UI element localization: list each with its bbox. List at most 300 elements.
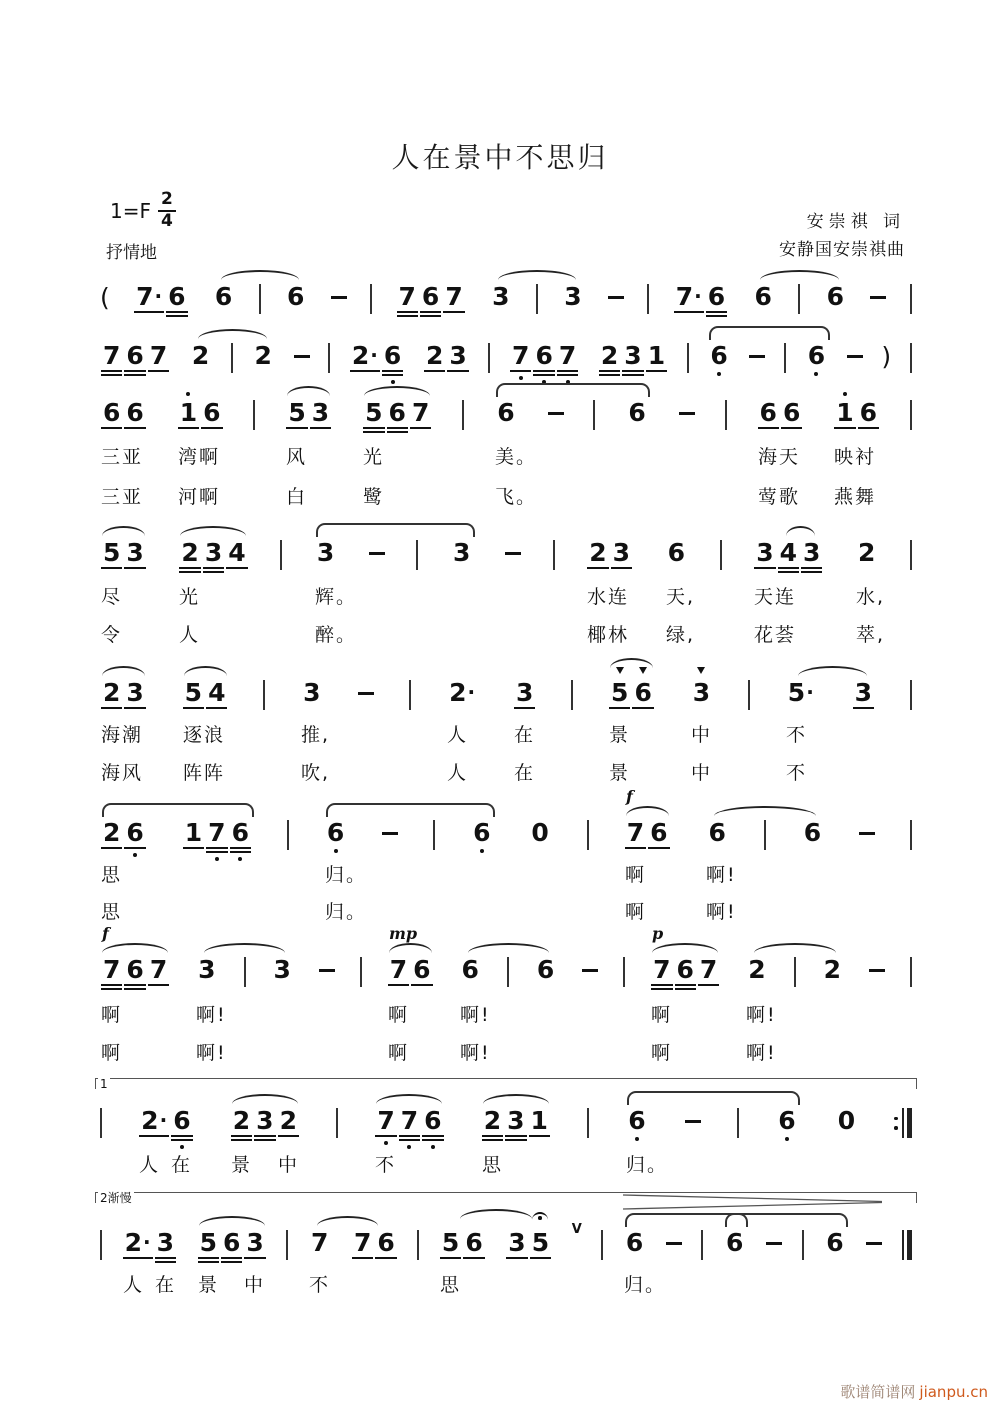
note: 6 <box>782 398 801 427</box>
lyric-syllable: 绿, <box>666 624 696 646</box>
watermark <box>840 1381 988 1402</box>
note: 3 <box>311 398 330 427</box>
note-group <box>623 1230 646 1255</box>
barline <box>100 1230 102 1260</box>
underline <box>622 370 643 372</box>
underline <box>310 427 331 429</box>
tie <box>316 523 475 537</box>
note-group <box>396 284 466 309</box>
note: 3 <box>621 343 644 368</box>
augmentation-dot: · <box>159 1108 168 1132</box>
note: 7 <box>411 398 430 427</box>
music-line <box>100 1077 912 1176</box>
note: 3 <box>154 1230 177 1255</box>
note-group <box>133 284 188 309</box>
lyric-syllable: 水连 <box>587 586 630 608</box>
barline <box>798 284 800 314</box>
note: 7 <box>149 955 168 984</box>
lyric-syllable: 啊 <box>625 864 647 886</box>
note-group <box>178 540 248 565</box>
slur <box>180 526 246 538</box>
octave-dot-low <box>180 1145 184 1149</box>
underline <box>482 1135 503 1137</box>
octave-dot-low <box>391 380 395 384</box>
barline <box>910 820 912 850</box>
music-line <box>100 678 912 784</box>
note-group <box>308 1230 331 1255</box>
underline <box>171 1135 192 1137</box>
note: 3 <box>202 540 225 565</box>
underline <box>801 567 822 569</box>
note-group <box>197 1230 267 1255</box>
note-group <box>513 680 536 705</box>
underline <box>648 847 669 849</box>
underline <box>424 370 445 372</box>
note: 2· <box>141 1106 168 1135</box>
barline <box>601 1230 603 1260</box>
note: 2 <box>858 538 876 567</box>
underline <box>706 315 727 317</box>
note-group <box>707 343 730 368</box>
note-group <box>723 1230 746 1255</box>
tie <box>496 383 650 397</box>
underline <box>124 374 145 376</box>
note-group <box>446 680 478 705</box>
underline <box>505 1135 526 1137</box>
note: 2 <box>103 678 121 707</box>
duration-dash <box>505 552 521 555</box>
lyric-syllable: 归。 <box>325 901 368 923</box>
underline <box>254 1135 275 1137</box>
octave-dot-high <box>186 392 190 396</box>
note: 5 <box>529 1230 552 1255</box>
duration-dash <box>766 1242 782 1245</box>
fermata-dot <box>538 1216 542 1220</box>
lyric-syllable: 中 <box>691 724 713 746</box>
note-group <box>100 343 170 368</box>
underline <box>101 847 122 849</box>
barline <box>587 1108 589 1138</box>
underline <box>166 315 187 317</box>
duration-dash <box>369 552 385 555</box>
note: 7 <box>100 343 123 368</box>
slur <box>610 658 653 670</box>
duration-dash <box>548 412 564 415</box>
music-line <box>100 284 912 314</box>
barline <box>701 1230 703 1260</box>
lyric-syllable: 景 <box>609 762 631 784</box>
underline <box>387 431 408 433</box>
duration-dash <box>358 692 374 695</box>
underline <box>411 984 432 986</box>
note-group <box>801 820 824 845</box>
note: 6 <box>708 818 726 847</box>
note: 6 <box>220 1230 243 1255</box>
note: 6 <box>165 284 188 309</box>
lyric-syllable: 思 <box>440 1274 462 1296</box>
lyric-syllable: 啊! <box>746 1004 777 1026</box>
underline <box>171 1139 192 1141</box>
lyric-syllable: 归。 <box>624 1274 667 1296</box>
note: 2 <box>230 1108 253 1133</box>
underline <box>698 984 719 986</box>
repeat-dots <box>894 1117 898 1130</box>
lyric-syllable: 不 <box>786 762 808 784</box>
barline <box>623 957 625 987</box>
tie <box>326 803 495 817</box>
note-group <box>833 400 880 425</box>
barline <box>910 343 912 373</box>
underline <box>148 370 169 372</box>
note: 7 <box>100 957 123 982</box>
note: 4 <box>228 538 246 567</box>
note: 7 <box>626 818 645 847</box>
underline <box>148 984 169 986</box>
note: 6 <box>126 398 144 427</box>
note: 6 <box>532 343 555 368</box>
note: 3 <box>854 678 873 707</box>
time-signature <box>158 190 176 231</box>
note: 6 <box>377 1228 395 1257</box>
note-group <box>608 680 655 705</box>
note: 5 <box>288 398 306 427</box>
note: 6 <box>826 282 845 311</box>
note-group <box>450 540 473 565</box>
note: 3 <box>126 678 144 707</box>
note-group <box>100 400 147 425</box>
barline <box>571 680 573 710</box>
underline <box>440 1257 461 1259</box>
underline <box>397 315 418 317</box>
note-group <box>757 400 804 425</box>
underline <box>101 374 122 376</box>
dynamic-mark: f <box>626 787 633 806</box>
underline <box>651 984 672 986</box>
note: 6 <box>805 343 828 368</box>
underline <box>801 571 822 573</box>
barline <box>794 957 796 987</box>
note-group <box>284 284 307 309</box>
slur <box>199 1216 265 1228</box>
duration-dash <box>679 412 695 415</box>
lyric-syllable: 景 <box>231 1154 253 1176</box>
note-group <box>100 820 147 845</box>
lyric-syllable: 人 <box>447 762 469 784</box>
octave-dot-low <box>384 1141 388 1145</box>
lyric-syllable: 在 <box>514 724 536 746</box>
underline <box>206 847 227 849</box>
duration-dash <box>749 355 765 358</box>
underline <box>533 374 554 376</box>
lyric-syllable: 在 <box>171 1154 193 1176</box>
note: 6 <box>754 282 772 311</box>
underline <box>443 311 464 313</box>
note: 6 <box>650 818 668 847</box>
accent-icon <box>697 667 705 674</box>
underline <box>124 427 145 429</box>
slur <box>102 943 168 955</box>
barline <box>910 284 912 314</box>
underline <box>625 847 646 849</box>
note: 7 <box>149 341 168 370</box>
augmentation-dot: · <box>467 680 476 704</box>
lyric-syllable: 辉。 <box>315 586 358 608</box>
note-group <box>528 820 551 845</box>
key-label: 1=F <box>110 198 151 223</box>
lyric-syllable: 啊! <box>460 1004 491 1026</box>
underline <box>557 370 578 372</box>
slur <box>184 666 227 678</box>
note-group <box>212 284 235 309</box>
page-title: 人在景中不思归 <box>391 141 609 174</box>
octave-dot-high <box>843 392 847 396</box>
note: 7 <box>650 957 673 982</box>
underline <box>599 370 620 372</box>
octave-dot-low <box>238 857 242 861</box>
octave-dot-low <box>717 372 721 376</box>
underline <box>124 370 145 372</box>
note: 6 <box>536 955 555 984</box>
note: 2 <box>425 341 444 370</box>
barline <box>784 343 786 373</box>
note: 6 <box>826 1228 844 1257</box>
note-group <box>230 1108 300 1133</box>
underline <box>533 370 554 372</box>
underline <box>178 427 199 429</box>
underline <box>754 567 775 569</box>
note-group <box>690 680 713 705</box>
note-group <box>824 284 847 309</box>
barline <box>417 1230 419 1260</box>
note-group <box>625 1108 648 1133</box>
slur <box>102 666 145 678</box>
note: 3 <box>449 341 467 370</box>
underline <box>155 1257 176 1259</box>
note-group <box>285 400 332 425</box>
underline <box>651 988 672 990</box>
note: 6 <box>628 398 646 427</box>
underline <box>124 567 145 569</box>
decrescendo-hairpin <box>623 1194 882 1210</box>
underline <box>203 567 224 569</box>
lyric-syllable: 啊! <box>746 1042 777 1064</box>
underline <box>375 1257 396 1259</box>
dynamic-mark: f <box>102 924 109 943</box>
note-group <box>470 820 493 845</box>
tie <box>102 803 254 817</box>
underline <box>463 1257 484 1259</box>
barline <box>336 1108 338 1138</box>
lyric-syllable: 三亚 <box>101 446 144 468</box>
octave-dot-low <box>785 1137 789 1141</box>
duration-dash <box>319 969 335 972</box>
augmentation-dot: · <box>694 284 702 308</box>
lyric-syllable: 啊 <box>388 1042 410 1064</box>
lyric-syllable: 莺歌 <box>758 486 801 508</box>
note: 6 <box>214 282 233 311</box>
barline <box>802 1230 804 1260</box>
underline <box>399 1139 420 1141</box>
underline <box>139 1135 169 1137</box>
duration-dash <box>666 1242 682 1245</box>
lyric-syllable: 三亚 <box>101 486 144 508</box>
lyric-syllable: 啊! <box>706 864 737 886</box>
lyric-syllable: 中 <box>244 1274 266 1296</box>
music-line <box>100 398 912 508</box>
slur <box>798 666 867 678</box>
barline <box>253 400 255 430</box>
octave-dot-low <box>215 857 219 861</box>
note-group <box>189 343 212 368</box>
note-group <box>835 1108 858 1133</box>
tempo-marking: 抒情地 <box>106 243 157 263</box>
note-group <box>705 820 728 845</box>
note-group <box>489 284 512 309</box>
underline <box>505 1139 526 1141</box>
lyric-syllable: 花荟 <box>754 624 797 646</box>
watermark-url-link[interactable]: jianpu.cn <box>919 1383 988 1401</box>
lyric-syllable: 中 <box>691 762 713 784</box>
lyric-syllable: 海潮 <box>101 724 144 746</box>
note-group <box>624 820 671 845</box>
underline <box>231 1139 252 1141</box>
octave-dot-low <box>480 849 484 853</box>
underline <box>646 370 667 372</box>
note-group <box>481 1108 551 1133</box>
augmentation-dot: · <box>142 1230 151 1254</box>
barline <box>910 680 912 710</box>
slur <box>483 1094 549 1106</box>
duration-dash <box>685 1120 701 1123</box>
barline <box>370 284 372 314</box>
underline <box>206 851 227 853</box>
note-group <box>459 957 482 982</box>
note: 7 <box>310 1228 329 1257</box>
note: 6 <box>123 957 146 982</box>
lyric-syllable: 人 <box>123 1274 145 1296</box>
barline <box>280 540 282 570</box>
underline <box>352 1257 373 1259</box>
barline <box>593 400 595 430</box>
note-group <box>182 680 229 705</box>
barline <box>647 284 649 314</box>
lyric-syllable: 天连 <box>754 586 797 608</box>
barline <box>360 957 362 987</box>
octave-dot-low <box>133 853 137 857</box>
barline <box>553 540 555 570</box>
lyric-syllable: 映衬 <box>834 446 877 468</box>
slur <box>652 943 718 955</box>
note: 0 <box>837 1106 856 1135</box>
underline <box>514 707 535 709</box>
note: 6 <box>674 957 697 982</box>
underline <box>706 311 727 313</box>
thick-barline <box>907 1230 912 1260</box>
underline <box>674 311 704 313</box>
note-group <box>509 343 579 368</box>
lyric-syllable: 啊 <box>651 1004 673 1026</box>
note: 6 <box>465 1228 483 1257</box>
underline <box>858 427 879 429</box>
lyric-syllable: 燕舞 <box>834 486 877 508</box>
duration-dash <box>331 296 347 299</box>
note-group <box>138 1108 193 1133</box>
note-group <box>314 540 337 565</box>
octave-dot-low <box>407 1145 411 1149</box>
note: 7 <box>374 1108 397 1133</box>
note-group <box>122 1230 177 1255</box>
slur <box>498 270 576 282</box>
tie <box>709 326 830 340</box>
note: 6 <box>123 820 146 845</box>
note: 4 <box>777 540 800 565</box>
note: 3 <box>508 1228 526 1257</box>
barline <box>587 820 589 850</box>
note: 5 <box>608 680 631 705</box>
note: 6 <box>707 343 730 368</box>
underline <box>183 707 204 709</box>
note: 7 <box>389 955 408 984</box>
note-group <box>534 957 557 982</box>
lyric-syllable: 景 <box>609 724 631 746</box>
note: 7 <box>445 282 463 311</box>
note: 0 <box>531 818 549 847</box>
thick-barline <box>907 1108 912 1138</box>
lyric-syllable: 河啊 <box>178 486 221 508</box>
note: 3 <box>198 955 216 984</box>
underline <box>244 1257 265 1259</box>
slur <box>786 526 815 538</box>
lyric-syllable: 不 <box>309 1274 331 1296</box>
note-group <box>100 680 147 705</box>
underline <box>422 1139 443 1141</box>
note-group <box>673 284 728 309</box>
note: 3 <box>453 538 471 567</box>
thin-barline <box>902 1230 904 1260</box>
lyric-syllable: 思 <box>482 1154 504 1176</box>
barline <box>748 680 750 710</box>
barline <box>409 680 411 710</box>
underline <box>510 370 531 372</box>
composer-credit: 安静国安崇祺曲 <box>779 240 905 261</box>
note: 2 <box>191 341 210 370</box>
lyric-syllable: 天, <box>666 586 696 608</box>
time-signature-numerator: 2 <box>158 190 176 212</box>
note-group <box>351 1230 398 1255</box>
underline <box>124 984 145 986</box>
note: 3 <box>246 1228 264 1257</box>
note: 6 <box>381 343 404 368</box>
lyric-syllable: 推, <box>301 724 331 746</box>
augmentation-dot: · <box>806 680 814 704</box>
note-group <box>270 957 293 982</box>
underline <box>221 1261 242 1263</box>
note: 6 <box>803 818 822 847</box>
lyric-syllable: 不 <box>375 1154 397 1176</box>
note: 3 <box>273 955 291 984</box>
note: 6 <box>461 955 479 984</box>
fermata-icon <box>532 1212 548 1222</box>
lyric-syllable: 湾啊 <box>178 446 221 468</box>
barline <box>286 1230 288 1260</box>
underline <box>101 707 122 709</box>
lyric-syllable: 光 <box>363 446 385 468</box>
note-group <box>665 540 688 565</box>
lyric-syllable: 白 <box>286 486 308 508</box>
underline <box>599 374 620 376</box>
note-group <box>374 1108 444 1133</box>
lyric-syllable: 飞。 <box>495 486 538 508</box>
